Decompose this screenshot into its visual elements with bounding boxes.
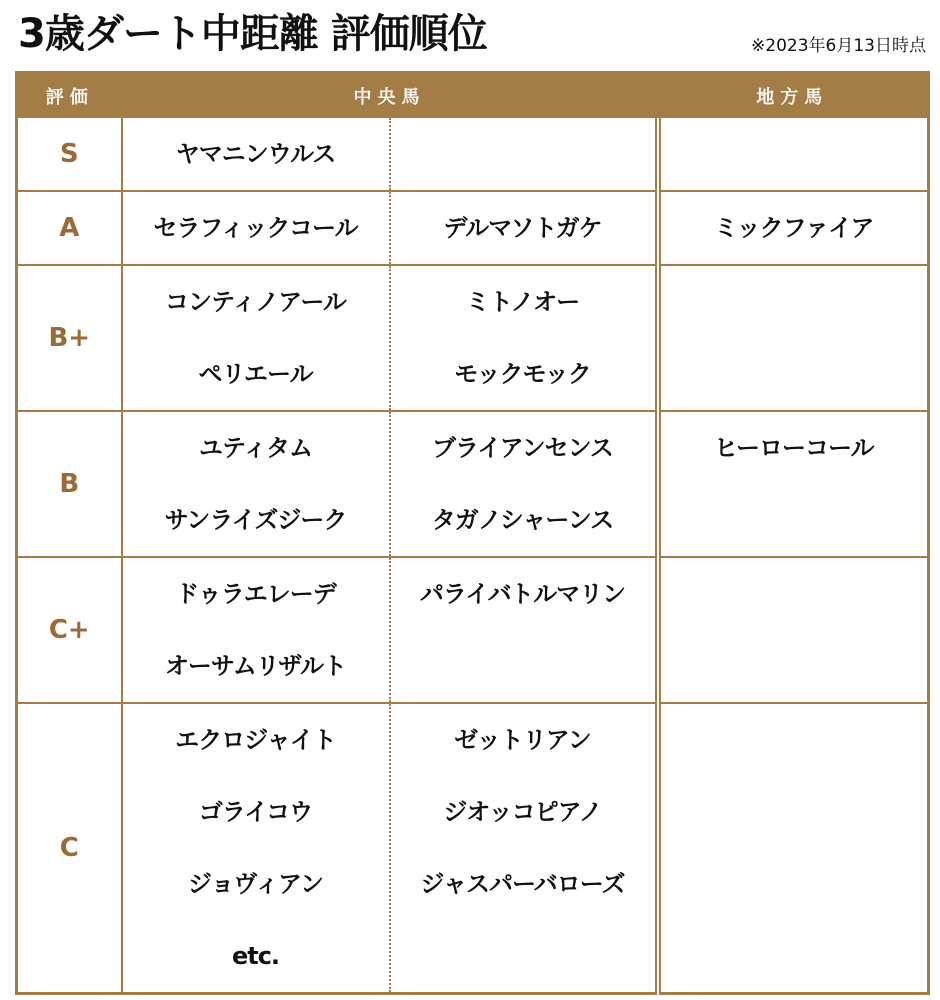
jra-horse-list-2 <box>390 703 658 994</box>
horse-name: ヒーローコール <box>713 434 874 462</box>
horse-name: ヤマニンウルス <box>175 140 336 168</box>
jra-horse-list-2 <box>390 118 658 191</box>
local-horse-list <box>658 557 929 703</box>
horse-name: モックモック <box>454 360 591 388</box>
grade-label: A <box>17 191 122 265</box>
horse-name: ゼットリアン <box>454 726 591 754</box>
horse-name: ブライアンセンス <box>432 434 613 462</box>
jra-horse-list-1 <box>122 557 390 703</box>
local-horse-list <box>658 265 929 411</box>
grade-label: C+ <box>17 557 122 703</box>
jra-horse-list-2 <box>390 557 658 703</box>
grade-label: S <box>17 118 122 191</box>
horse-name: パライバトルマリン <box>419 580 626 608</box>
horse-name: ゴライコウ <box>198 798 313 826</box>
horse-name: ジョヴィアン <box>187 870 324 898</box>
page-title: 3歳ダート中距離 評価順位 <box>18 11 487 57</box>
horse-name: オーサムリザルト <box>164 652 347 680</box>
jra-horse-list-2 <box>390 265 658 411</box>
horse-name: etc. <box>231 942 280 970</box>
jra-horse-list-1 <box>122 411 390 557</box>
horse-name: ミックファイア <box>714 214 874 242</box>
header-local: 地方馬 <box>658 73 929 119</box>
local-horse-list <box>658 703 929 994</box>
jra-horse-list-1 <box>122 703 390 994</box>
grade-row-s <box>17 118 929 191</box>
grade-label: C <box>17 703 122 994</box>
ranking-table <box>15 71 930 995</box>
jra-horse-list-1 <box>122 191 390 265</box>
grade-row-b <box>17 411 929 557</box>
horse-name: タガノシャーンス <box>431 506 614 534</box>
grade-row-c <box>17 703 929 994</box>
horse-name: サンライズジーク <box>164 506 347 534</box>
horse-name: デルマソトガケ <box>443 214 602 242</box>
horse-name: ジオッコピアノ <box>443 798 602 826</box>
horse-name: ペリエール <box>198 360 313 388</box>
local-horse-list <box>658 118 929 191</box>
horse-name: コンティノアール <box>165 288 346 316</box>
horse-name: ユティタム <box>198 434 313 462</box>
horse-name: セラフィックコール <box>153 214 358 242</box>
grade-row-a <box>17 191 929 265</box>
grade-label: B <box>17 411 122 557</box>
horse-name: エクロジャイト <box>175 726 336 754</box>
header-jra: 中央馬 <box>122 73 658 119</box>
horse-name: ミトノオー <box>465 288 580 316</box>
jra-horse-list-2 <box>390 411 658 557</box>
jra-horse-list-1 <box>122 118 390 191</box>
grade-label: B+ <box>17 265 122 411</box>
jra-horse-list-1 <box>122 265 390 411</box>
grade-row-c-plus <box>17 557 929 703</box>
jra-horse-list-2 <box>390 191 658 265</box>
grade-row-b-plus <box>17 265 929 411</box>
local-horse-list <box>658 191 929 265</box>
header-grade: 評価 <box>17 73 122 119</box>
table-header-row <box>17 73 929 119</box>
horse-name: ジャスパーバローズ <box>420 870 625 898</box>
local-horse-list <box>658 411 929 557</box>
as-of-date-note: ※2023年6月13日時点 <box>751 36 926 56</box>
horse-name: ドゥラエレーデ <box>175 580 336 608</box>
